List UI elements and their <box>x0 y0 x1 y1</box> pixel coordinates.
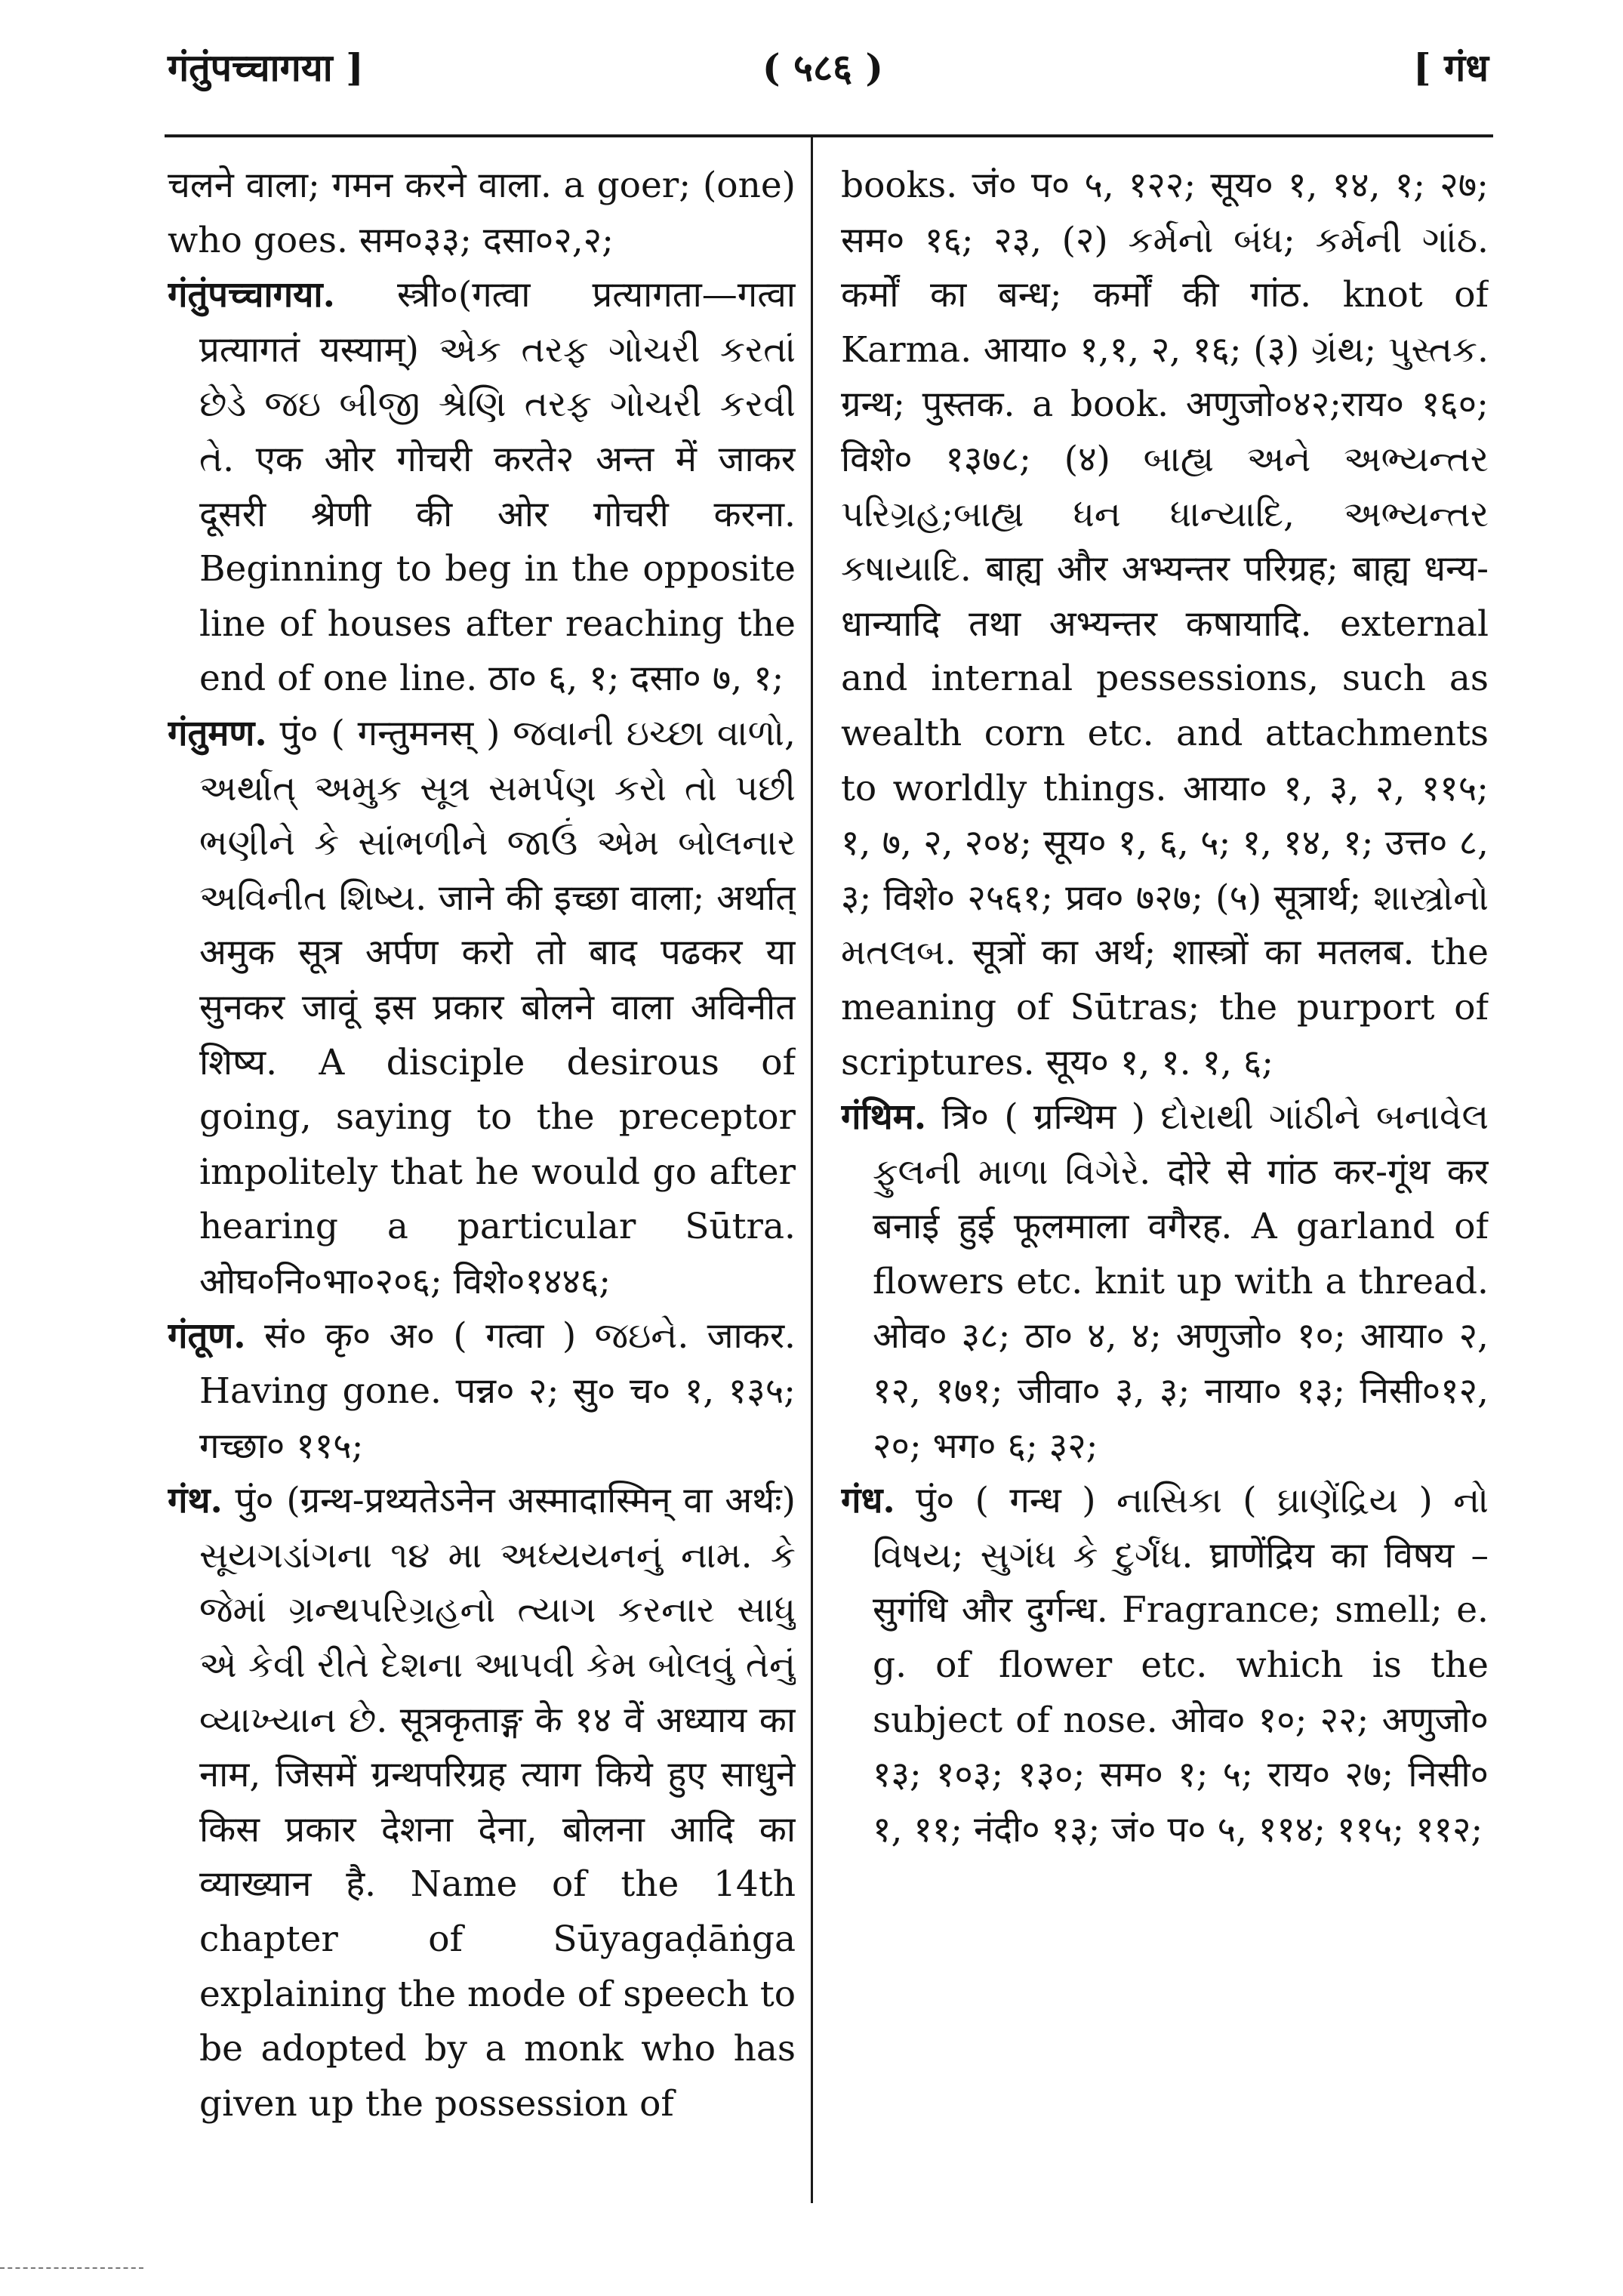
dictionary-entry <box>841 1474 1489 1857</box>
entry-text: पुं० ( गन्ध ) નાસિકા ( ઘ્રાણેંદ્રિય ) નો વિષય; સુગંધ કે દુર્ગંધ. घ्राणेंद्रिय का विषय –सुगंधि और दुर्गन्ध. Fragrance; smell; e. g. of flower etc. which is the subject of nose. ओव० १०; २२; अणुजो० १३; १०३; १३०; सम० १; ५; राय० २७; निसी० १, ११; नंदी० १३; जं० प० ५, ११४; ११५; ११२; <box>873 1480 1489 1851</box>
entry-headword: गंतुमण. <box>168 712 267 754</box>
left-column <box>168 159 796 2190</box>
page-number: ( ५८६ ) <box>762 45 884 90</box>
entry-text: त्रि० ( ग्रन्थिम ) દોરાથી ગાંઠીને બનાવેલ ફુલની માળા વિગેરે. दोरे से गांठ कर-गूंथ कर बनाई हुई फूलमाला वगैरह. A garland of flowers etc. knit up with a thread. ओव० ३८; ठा० ४, ४; अणुजो० १०; आया० २, १२, १७१; जीवा० ३, ३; नाया० १३; निसी०१२, २०; भग० ६; ३२; <box>873 1096 1489 1467</box>
dictionary-entry <box>168 1474 796 2131</box>
dictionary-entry <box>841 159 1489 1090</box>
right-column <box>841 159 1489 2190</box>
running-head-right: [ गंध <box>1413 45 1489 90</box>
entry-headword: गंतूण. <box>168 1315 246 1358</box>
entry-headword: गंथ. <box>168 1480 223 1522</box>
entry-text: स्त्री०(गत्वा प्रत्यागता—गत्वा प्रत्यागतं यस्याम्) એક તરફ ગોચરી કરતાં છેડે જઇ બીજી શ્રેણિ તરફ ગોચરી કરવી તે. एक ओर गोचरी करते२ अन्त में जाकर दूसरी श्रेणी की ओर गोचरी करना. Beginning to beg in the opposite line of houses after reaching the end of one line. ठा० ६, १; दसा० ७, १; <box>199 274 796 700</box>
dictionary-entry <box>841 1090 1489 1474</box>
entry-text: सं० कृ० अ० ( गत्वा ) જઇને. जाकर. Having gone. पन्न० २; सु० च० १, १३५; गच्छा० ११५; <box>199 1315 796 1467</box>
entry-text: चलने वाला; गमन करने वाला. a goer; (one) who goes. सम०३३; दसा०२,२; <box>168 165 796 261</box>
dictionary-entry <box>168 707 796 1310</box>
dictionary-entry <box>168 159 796 268</box>
entry-headword: गंथिम. <box>841 1096 927 1139</box>
column-divider <box>811 134 813 2203</box>
dictionary-entry <box>168 268 796 707</box>
header-rule <box>165 134 1493 137</box>
dictionary-entry <box>168 1309 796 1474</box>
entry-text: पुं० (ग्रन्थ-प्रथ्यतेऽनेन अस्मादास्मिन् वा अर्थः) સૂયગડાંગના ૧૪ મા અધ્યયનનું નામ. કે જેમાં ગ્રન્થપરિગ્રહનો ત્યાગ કરનાર સાધુ એ કેવી રીતે દેશના આપવી કેમ બોલવું તેનું વ્યાખ્યાન છે. सूत्रकृताङ्ग के १४ वें अध्याय का नाम, जिसमें ग्रन्थपरिग्रह त्याग किये हुए साधुने किस प्रकार देशना देना, बोलना आदि का व्याख्यान है. Name of the 14th chapter of Sūyagaḍāṅga explaining the mode of speech to be adopted by a monk who has given up the possession of <box>199 1480 796 2125</box>
entry-text: पुं० ( गन्तुमनस् ) જવાની ઇચ્છા વાળો, અર્થાત્ અમુક સૂત્ર સમર્પણ કરો તો પછી ભણીને કે સાંભળીને જાઉં એમ બોલનાર અવિનીત શિષ્ય. जाने की इच्छा वाला; अर्थात् अमुक सूत्र अर्पण करो तो बाद पढकर या सुनकर जावूं इस प्रकार बोलने वाला अविनीत शिष्य. A disciple desirous of going, saying to the preceptor impolitely that he would go after hearing a particular Sūtra. ओघ०नि०भा०२०६; विशे०१४४६; <box>199 712 796 1302</box>
entry-headword: गंध. <box>841 1480 895 1522</box>
entry-headword: गंतुंपच्चागया. <box>168 274 335 316</box>
footer-rule <box>0 2267 143 2269</box>
entry-text: books. जं० प० ५, १२२; सूय० १, १४, १; २७; सम० १६; २३, (२) કર્મનો બંધ; કર્મની ગાંઠ. कर्मों का बन्ध; कर्मों की गांठ. knot of Karma. आया० १,१, २, १६; (३) ગ્રંથ; પુસ્તક. ग्रन्थ; पुस्तक. a book. अणुजो०४२;राय० १६०; विशे० १३७८; (४) બાહ્ય અને અભ્યન્તર પરિગ્રહ;બાહ્ય ધન ધાન્યાદિ, અભ્યન્તર કષાયાદિ. बाह्य और अभ्यन्तर परिग्रह; बाह्य धन्य-धान्यादि तथा अभ्यन्तर कषायादि. external and internal pessessions, such as wealth corn etc. and attachments to worldly things. आया० १, ३, २, ११५; १, ७, २, २०४; सूय० १, ६, ५; १, १४, १; उत्त० ८, ३; विशे० २५६१; प्रव० ७२७; (५) सूत्रार्थ; શાસ્ત્રોનો મતલબ. सूत्रों का अर्थ; शास्त्रों का मतलब. the meaning of Sūtras; the purport of scriptures. सूय० १, १. १, ६; <box>841 165 1489 1083</box>
running-head-left: गंतुंपच्चागया ] <box>168 45 364 90</box>
